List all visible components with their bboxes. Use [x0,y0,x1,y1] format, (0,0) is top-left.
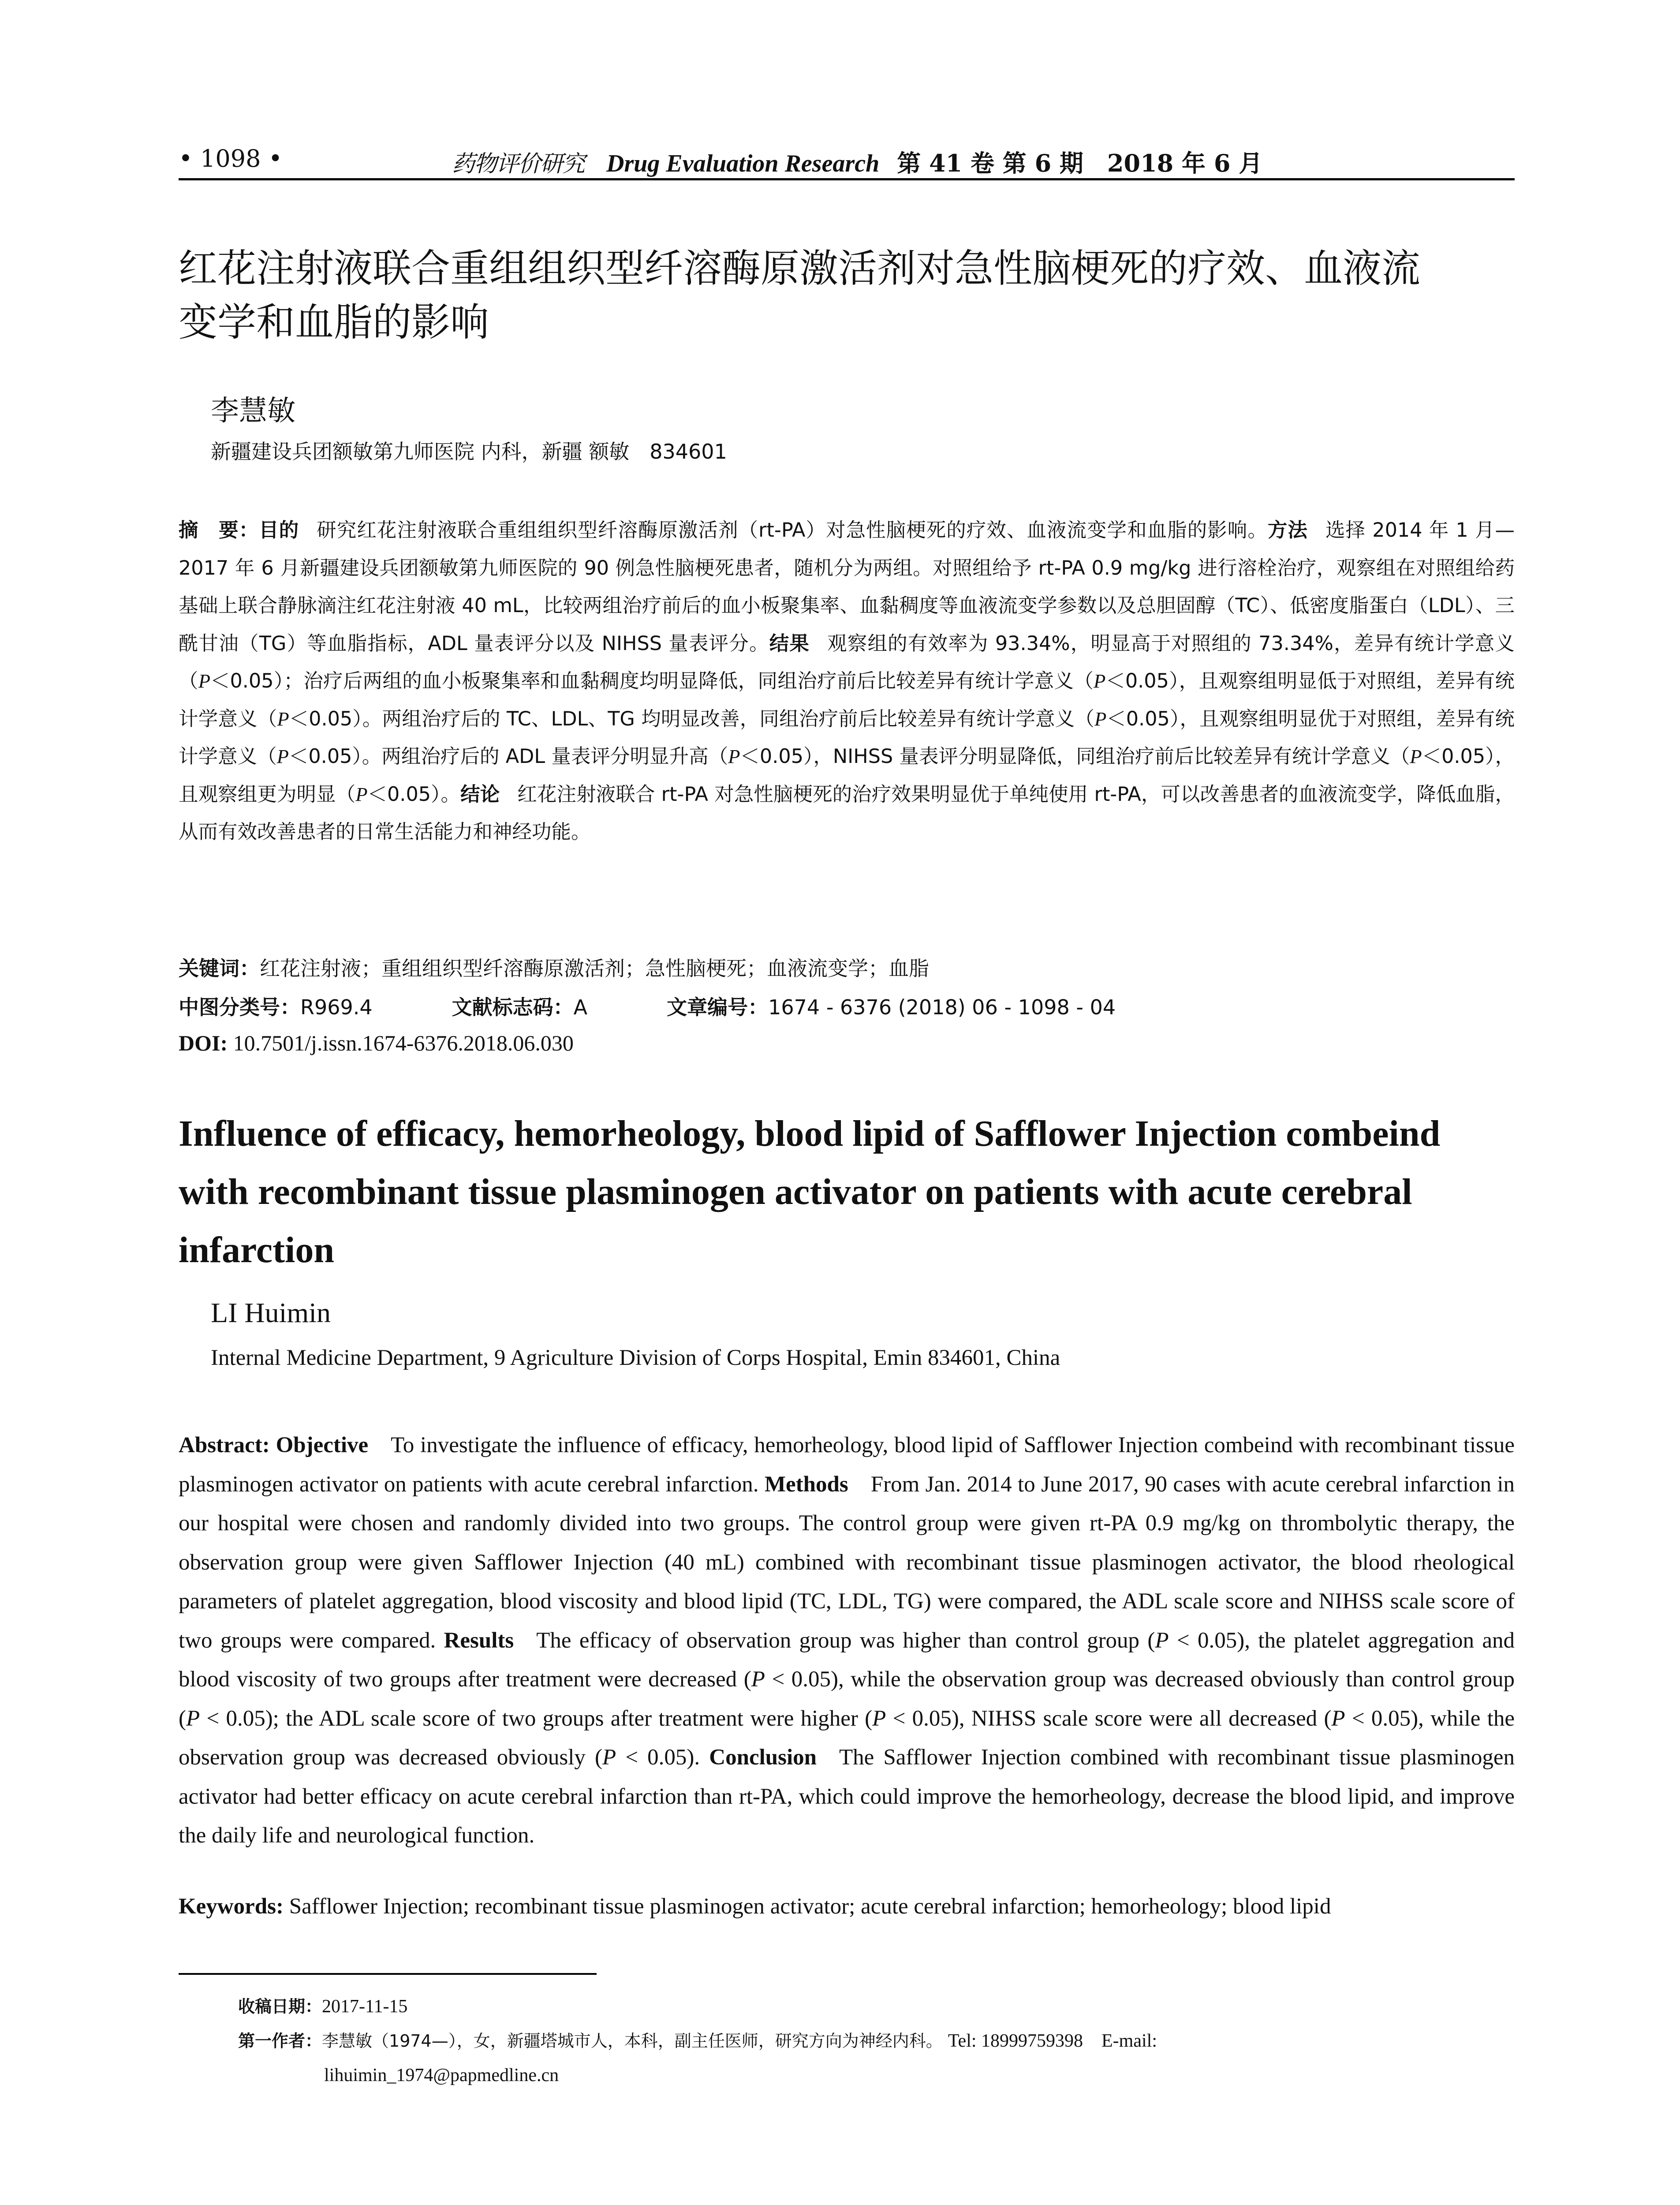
p-symbol: P [1094,670,1106,692]
p-symbol: P [355,783,368,805]
journal-name-en: Drug Evaluation Research [606,150,880,177]
en-results-text: < 0.05), while the observation group was decreased obviously ( [179,1706,1515,1770]
cn-conclusion: 红花注射液联合 rt-PA 对急性脑梗死的治疗效果明显优于单纯使用 rt-PA，可以改善患者的血液流变学，降低血脂，从而有效改善患者的日常生活能力和神经功能。 [179,783,1515,843]
received-date: 2017-11-15 [322,1996,408,2017]
journal-info [452,145,1262,179]
en-results-text: < 0.05); the ADL scale score of two groups after treatment were higher ( [200,1706,873,1731]
doi-label: DOI: [179,1031,228,1055]
first-author-contact: Tel: 18999759398 E-mail: [948,2031,1157,2051]
cn-keywords-label: 关键词： [179,957,260,980]
en-conclusion: The Safflower Injection combined with recombinant tissue plasminogen activator had better efficacy on acute cerebral infarction than rt-PA, which could improve the hemorheology, decrease the blood lipid, and improve the daily life and neurological function. [179,1745,1515,1848]
cn-results-text: ＜0.05），且观察组明显低于对照组，差异有统计学意义（ [179,670,1515,730]
journal-logo: 药物评价研究 [452,151,585,177]
footnote-email [324,2062,559,2089]
en-abstract-label: Abstract: [179,1433,270,1458]
en-results-text: The efficacy of observation group was higher than control group ( [536,1628,1155,1653]
author-email[interactable]: lihuimin_1974@papmedline.cn [324,2065,559,2085]
en-abstract [179,1426,1515,1855]
footnote-received [238,1993,407,2020]
cn-results-text: ＜0.05），且观察组明显优于对照组，差异有统计学意义（ [179,707,1515,768]
p-symbol: P [751,1667,765,1692]
en-results-text: < 0.05), NIHSS scale score were all decreased ( [886,1706,1332,1731]
en-results-text: < 0.05), the platelet aggregation and blood viscosity of two groups after treatment were decreased ( [179,1628,1515,1692]
clc-label: 中图分类号： [179,995,300,1019]
en-results-text: < 0.05), while the observation group was decreased obviously than control group ( [179,1667,1515,1731]
cn-author: 李慧敏 [211,395,295,427]
en-results-text: < 0.05). [616,1745,700,1770]
cn-results-text: ＜0.05），NIHSS 量表评分明显降低，同组治疗前后比较差异有统计学意义（ [740,745,1410,768]
header-rule [179,178,1515,180]
first-author-bio: 李慧敏（1974—），女，新疆塔城市人，本科，副主任医师，研究方向为神经内科。 [322,2031,943,2051]
p-symbol: P [276,745,289,767]
cn-abstract [179,512,1515,851]
cn-results-text: ＜0.05）；治疗后两组的血小板聚集率和血黏稠度均明显降低，同组治疗前后比较差异有统计学意义（ [210,670,1094,692]
en-objective: To investigate the influence of efficacy, hemorheology, blood lipid of Safflower Injection combeind with recombinant tissue plasminogen activator on patients with acute cerebral infarction. [179,1433,1515,1497]
footnote-rule [179,1973,597,1975]
page-number: • 1098 • [179,145,283,172]
en-methods: From Jan. 2014 to June 2017, 90 cases with acute cerebral infarction in our hospital were chosen and randomly divided into two groups. The control group were given rt-PA 0.9 mg/kg on thrombolytic therapy, the observation group were given Safflower Injection (40 mL) combined with recombinant tissue plasminogen activator, the blood rheological parameters of platelet aggregation, blood viscosity and blood lipid (TC, LDL, TG) were compared, the ADL scale score and NIHSS scale score of two groups were compared. [179,1472,1515,1653]
p-symbol: P [1410,745,1422,767]
doc-code-value: A [573,995,588,1019]
p-symbol: P [1331,1706,1345,1731]
doi-value[interactable]: 10.7501/j.issn.1674-6376.2018.06.030 [233,1031,574,1055]
footnote-first-author [238,2028,1157,2054]
en-affiliation: Internal Medicine Department, 9 Agriculture Division of Corps Hospital, Emin 834601, China [211,1345,1060,1370]
cn-results-label: 结果 [769,632,810,655]
cn-results-text: 观察组的有效率为 93.34%，明显高于对照组的 73.34%，差异有统计学意义（ [179,632,1515,692]
cn-conclusion-label: 结论 [460,783,500,806]
cn-objective: 研究红花注射液联合重组组织型纤溶酶原激活剂（rt-PA）对急性脑梗死的疗效、血液流变学和血脂的影响。 [317,519,1268,542]
en-author: LI Huimin [211,1297,331,1328]
running-header [179,139,1515,179]
cn-methods-label: 方法 [1267,519,1308,542]
journal-issue: 第 41 卷 第 6 期 2018 年 6 月 [897,149,1263,177]
clc-value: R969.4 [300,995,373,1019]
cn-classification [179,991,1116,1020]
cn-keywords-text: 红花注射液；重组组织型纤溶酶原激活剂；急性脑梗死；血液流变学；血脂 [260,957,929,980]
cn-objective-label: 目的 [259,519,299,542]
cn-results-text: ＜0.05），且观察组更为明显（ [179,745,1515,806]
en-results-label: Results [444,1628,514,1653]
cn-results-text: ＜0.05）。 [367,783,461,806]
received-label: 收稿日期： [238,1997,322,2016]
en-title-line: infarction [179,1230,335,1271]
en-title-line: with recombinant tissue plasminogen activator on patients with acute cerebral [179,1171,1412,1212]
cn-keywords [179,953,929,982]
en-conclusion-label: Conclusion [709,1745,817,1770]
p-symbol: P [728,745,740,767]
en-keywords-label: Keywords: [179,1894,284,1919]
en-keywords [179,1894,1515,1919]
cn-title [179,242,1523,349]
en-title [179,1105,1523,1279]
p-symbol: P [277,707,289,730]
article-no-value: 1674 - 6376 (2018) 06 - 1098 - 04 [768,995,1116,1019]
p-symbol: P [872,1706,886,1731]
cn-affiliation: 新疆建设兵团额敏第九师医院 内科，新疆 额敏 834601 [211,440,727,463]
p-symbol: P [1094,707,1107,730]
cn-methods: 选择 2014 年 1 月—2017 年 6 月新疆建设兵团额敏第九师医院的 90 例急性脑梗死患者，随机分为两组。对照组给予 rt-PA 0.9 mg/kg 进行溶栓治疗，观察组在对照组给药基础上联合静脉滴注红花注射液 40 mL，比较两组治疗前后的血小板聚集率、血黏稠度等血液流变学参数以及总胆固醇（TC）、低密度脂蛋白（LDL）、三酰甘油（TG）等血脂指标，ADL 量表评分以及 NIHSS 量表评分。 [179,519,1515,655]
p-symbol: P [1155,1628,1169,1653]
en-methods-label: Methods [764,1472,848,1497]
cn-abstract-label: 摘 要： [179,519,259,542]
article-no-label: 文章编号： [667,995,769,1019]
first-author-label: 第一作者： [238,2031,322,2051]
cn-title-line: 变学和血脂的影响 [179,299,489,345]
en-keywords-text: Safflower Injection; recombinant tissue plasminogen activator; acute cerebral infarction; hemorheology; blood lipid [289,1894,1331,1919]
doc-code-label: 文献标志码： [452,995,574,1019]
cn-title-line: 红花注射液联合重组组织型纤溶酶原激活剂对急性脑梗死的疗效、血液流 [179,246,1421,291]
cn-results-text: ＜0.05）。两组治疗后的 ADL 量表评分明显升高（ [288,745,728,768]
en-title-line: Influence of efficacy, hemorheology, blood lipid of Safflower Injection combeind [179,1113,1441,1154]
doi-line [179,1030,574,1056]
p-symbol: P [186,1706,200,1731]
p-symbol: P [198,670,210,692]
cn-results-text: ＜0.05）。两组治疗后的 TC、LDL、TG 均明显改善，同组治疗前后比较差异有统计学意义（ [289,707,1095,730]
p-symbol: P [602,1745,616,1770]
en-objective-label: Objective [276,1433,369,1458]
